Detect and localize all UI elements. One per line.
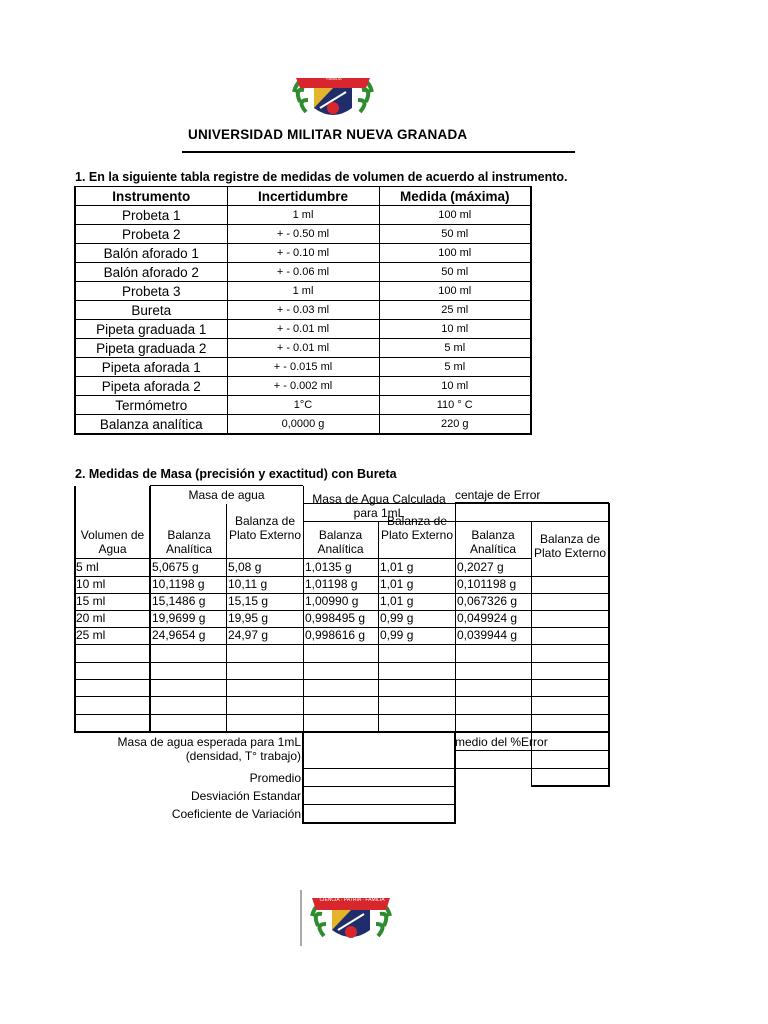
university-title: UNIVERSIDAD MILITAR NUEVA GRANADA: [188, 127, 468, 142]
header-balanza-plato: Balanza de Plato Externo: [228, 514, 302, 542]
max-measure-value: 100 ml: [379, 244, 531, 263]
table-row: [75, 415, 531, 435]
grid-line: [74, 662, 609, 663]
instrument-table: [74, 186, 532, 435]
instrument-name: Probeta 1: [75, 206, 227, 225]
instrument-name: Probeta 3: [75, 282, 227, 301]
volumen-value: 20 ml: [76, 611, 106, 625]
calculada-plato-value: 1,01 g: [380, 577, 414, 591]
grid-line: [303, 786, 455, 787]
uncertainty-value: 0,0000 g: [227, 415, 379, 435]
calculada-analitica-value: 0,998495 g: [305, 611, 366, 625]
instrument-name: Pipeta graduada 2: [75, 339, 227, 358]
max-measure-value: 25 ml: [379, 301, 531, 320]
table-row: [75, 320, 531, 339]
col-incertidumbre: Incertidumbre: [227, 187, 379, 206]
section1-title: 1. En la siguiente tabla registre de medidas de volumen de acuerdo al instrumento.: [75, 170, 568, 184]
grid-line: [74, 644, 609, 645]
volumen-value: 25 ml: [76, 628, 106, 642]
instrument-name: Pipeta graduada 1: [75, 320, 227, 339]
calculada-plato-value: 0,99 g: [380, 628, 414, 642]
header-balanza-plato: Balanza de Plato Externo: [380, 514, 454, 542]
instrument-name: Bureta: [75, 301, 227, 320]
table-row: [75, 244, 531, 263]
grid-line: [74, 714, 609, 715]
error-analitica-value: 0,101198 g: [457, 577, 517, 591]
grid-line: [303, 822, 456, 824]
footer-crest-banner-text: CIENCIA · PATRIA · FAMILIA: [319, 897, 385, 903]
uncertainty-value: + - 0.01 ml: [227, 320, 379, 339]
volumen-value: 5 ml: [76, 560, 99, 574]
header-balanza-analitica: Balanza Analítica: [165, 528, 213, 556]
calculada-analitica-value: 1,0135 g: [305, 560, 352, 574]
grid-line: [531, 768, 609, 769]
masa-analitica-value: 19,9699 g: [152, 611, 206, 625]
header-porcentaje-error: centaje de Error: [455, 488, 541, 502]
table-row: [75, 396, 531, 415]
uncertainty-value: 1 ml: [227, 206, 379, 225]
calculada-analitica-value: 1,01198 g: [305, 577, 358, 591]
uncertainty-value: + - 0.03 ml: [227, 301, 379, 320]
max-measure-value: 220 g: [379, 415, 531, 435]
masa-analitica-value: 10,1198 g: [152, 577, 205, 591]
table-row: [75, 282, 531, 301]
label-promedio-error: medio del %Error: [455, 735, 548, 749]
error-analitica-value: 0,2027 g: [457, 560, 504, 574]
uncertainty-value: + - 0.01 ml: [227, 339, 379, 358]
grid-line: [74, 731, 609, 733]
grid-line: [303, 804, 455, 805]
col-medida: Medida (máxima): [379, 187, 531, 206]
uncertainty-value: + - 0.06 ml: [227, 263, 379, 282]
error-analitica-value: 0,049924 g: [457, 611, 518, 625]
header-volumen-agua: Volumen de Agua: [80, 528, 145, 556]
error-analitica-value: 0,067326 g: [457, 594, 518, 608]
calculada-analitica-value: 0,998616 g: [305, 628, 366, 642]
grid-line: [74, 679, 609, 680]
header-masa-agua: Masa de agua: [188, 488, 265, 502]
grid-line: [150, 485, 303, 486]
grid-line: [303, 486, 304, 732]
table-row: [75, 377, 531, 396]
masa-plato-value: 19,95 g: [228, 611, 269, 625]
instrument-name: Pipeta aforada 2: [75, 377, 227, 396]
max-measure-value: 50 ml: [379, 263, 531, 282]
max-measure-value: 100 ml: [379, 282, 531, 301]
grid-line: [303, 521, 609, 522]
instrument-name: Termómetro: [75, 396, 227, 415]
masa-analitica-value: 24,9654 g: [152, 628, 206, 642]
grid-line: [608, 503, 610, 787]
uncertainty-value: + - 0.50 ml: [227, 225, 379, 244]
table-row: [75, 263, 531, 282]
grid-line: [455, 768, 531, 769]
masa-plato-value: 24,97 g: [228, 628, 269, 642]
table-row: [75, 225, 531, 244]
header-balanza-plato: Balanza de Plato Externo: [533, 532, 607, 560]
uncertainty-value: + - 0.002 ml: [227, 377, 379, 396]
col-instrumento: Instrumento: [75, 187, 227, 206]
max-measure-value: 10 ml: [379, 320, 531, 339]
instrument-name: Pipeta aforada 1: [75, 358, 227, 377]
volumen-value: 15 ml: [76, 594, 106, 608]
uncertainty-value: 1 ml: [227, 282, 379, 301]
grid-line: [531, 785, 609, 787]
max-measure-value: 5 ml: [379, 358, 531, 377]
max-measure-value: 100 ml: [379, 206, 531, 225]
table-row: [75, 301, 531, 320]
calculada-plato-value: 1,01 g: [380, 560, 414, 574]
uncertainty-value: + - 0.10 ml: [227, 244, 379, 263]
calculada-analitica-value: 1,00990 g: [305, 594, 359, 608]
instrument-name: Balanza analítica: [75, 415, 227, 435]
grid-line: [455, 502, 609, 504]
instrument-name: Balón aforado 2: [75, 263, 227, 282]
masa-analitica-value: 15,1486 g: [152, 594, 206, 608]
grid-line: [74, 486, 76, 733]
calculada-plato-value: 0,99 g: [380, 611, 414, 625]
grid-line: [378, 521, 379, 732]
grid-line: [302, 732, 304, 824]
crest-banner-text: CIENCIA · PATRIA · FAMILIA: [316, 71, 352, 81]
masa-plato-value: 10,11 g: [228, 577, 268, 591]
instrument-name: Balón aforado 1: [75, 244, 227, 263]
error-analitica-value: 0,039944 g: [457, 628, 518, 642]
label-promedio: Promedio: [249, 771, 301, 785]
uncertainty-value: 1°C: [227, 396, 379, 415]
grid-line: [74, 696, 609, 697]
table-row: [75, 206, 531, 225]
section2-title: 2. Medidas de Masa (precisión y exactitud) con Bureta: [75, 467, 397, 481]
max-measure-value: 50 ml: [379, 225, 531, 244]
masa-plato-value: 15,15 g: [228, 594, 269, 608]
label-coeficiente-variacion: Coeficiente de Variación: [171, 807, 301, 821]
max-measure-value: 5 ml: [379, 339, 531, 358]
label-masa-esperada: Masa de agua esperada para 1mL: [117, 735, 301, 749]
header-balanza-analitica: Balanza Analítica: [469, 528, 517, 556]
header-divider: [182, 151, 575, 153]
max-measure-value: 110 ° C: [379, 396, 531, 415]
instrument-name: Probeta 2: [75, 225, 227, 244]
grid-line: [149, 486, 151, 733]
calculada-plato-value: 1,01 g: [380, 594, 414, 608]
label-densidad-temperatura: (densidad, T° trabajo): [185, 749, 301, 763]
max-measure-value: 10 ml: [379, 377, 531, 396]
grid-line: [455, 750, 609, 751]
grid-line: [303, 768, 455, 769]
masa-analitica-value: 5,0675 g: [152, 560, 199, 574]
volumen-value: 10 ml: [76, 577, 106, 591]
masa-plato-value: 5,08 g: [228, 560, 262, 574]
table-row: [75, 339, 531, 358]
header-balanza-analitica: Balanza Analítica: [317, 528, 364, 556]
label-desviacion-estandar: Desviación Estandar: [190, 789, 301, 803]
header-masa-calculada: Masa de Agua Calculada para 1mL: [312, 492, 446, 520]
uncertainty-value: + - 0.015 ml: [227, 358, 379, 377]
table-row: [75, 358, 531, 377]
